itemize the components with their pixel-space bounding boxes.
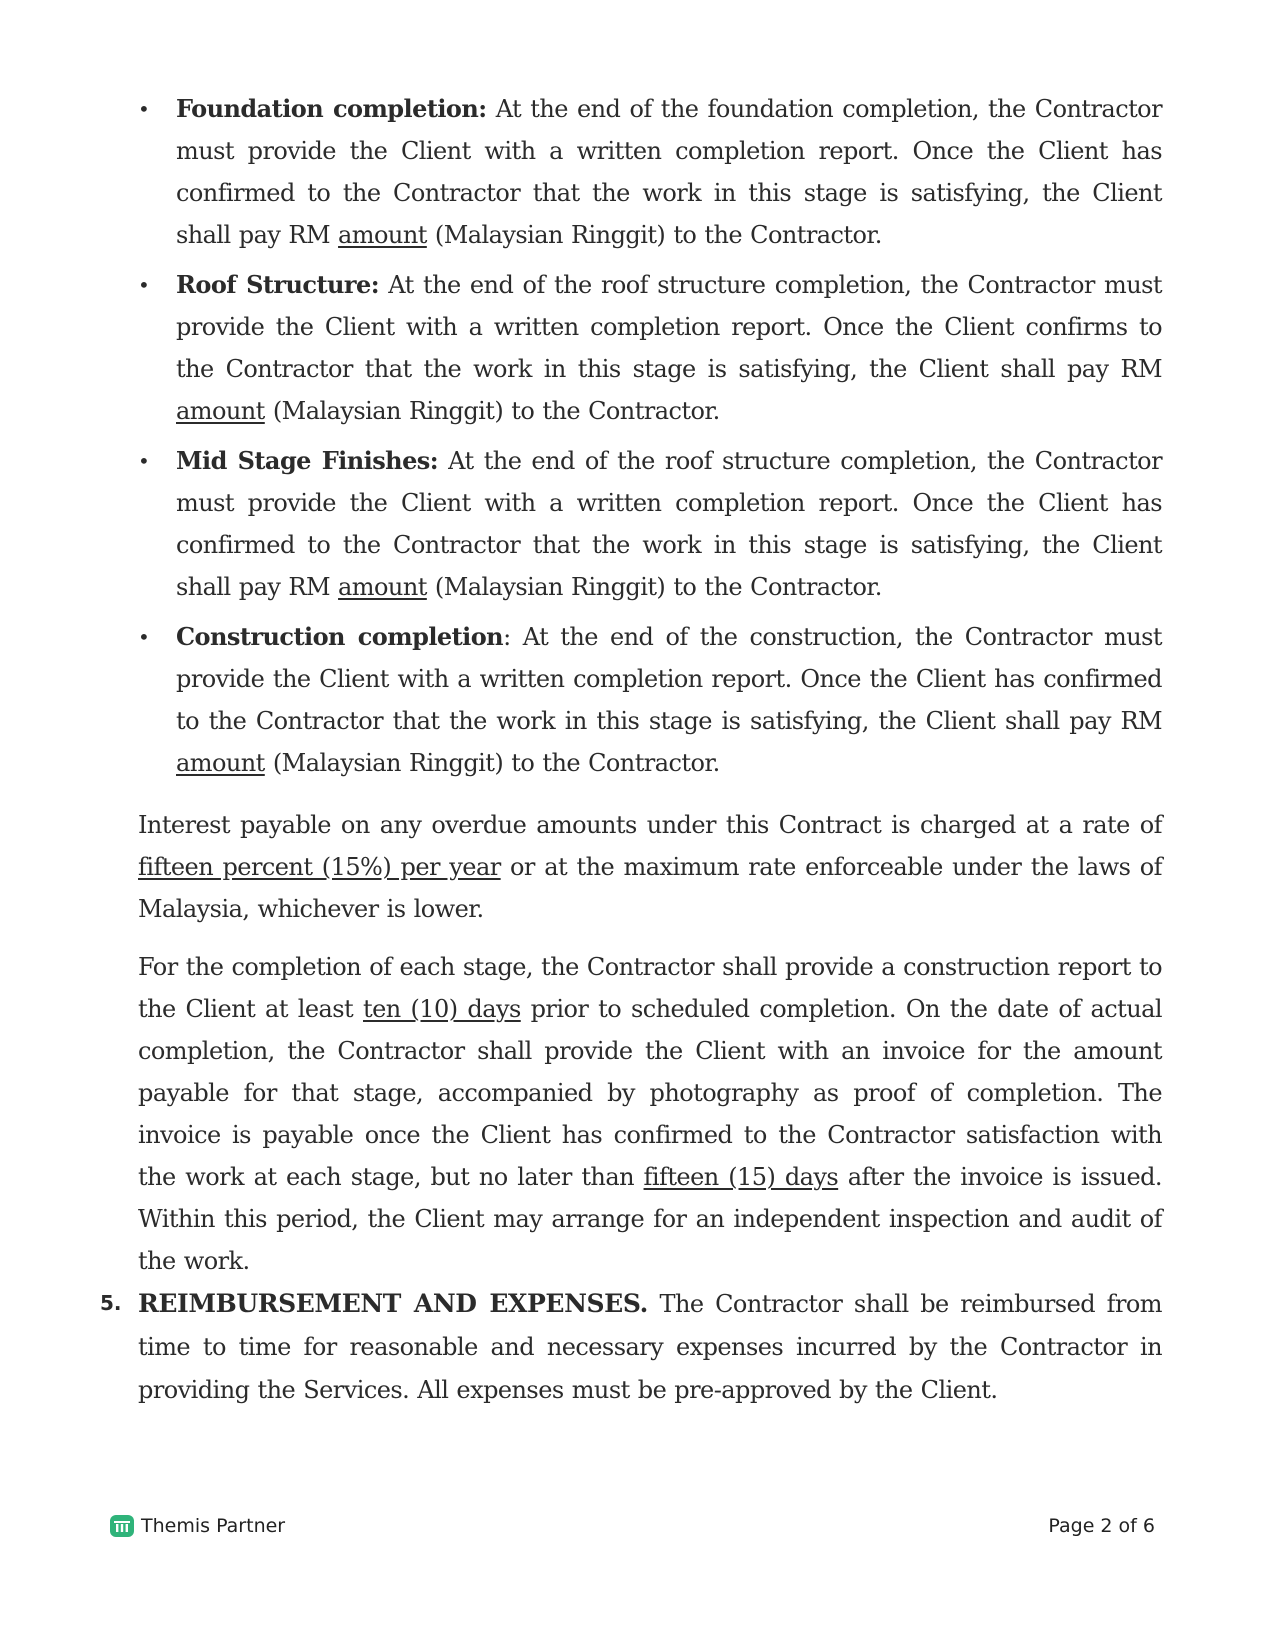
stage-text: (Malaysian Ringgit) to the Contractor. bbox=[264, 749, 720, 777]
paragraph-text: or at the maximum rate enforceable under the laws of Malaysia, whichever is lower. bbox=[138, 853, 1163, 923]
list-item bbox=[138, 440, 1162, 608]
section-number: 5. bbox=[100, 1291, 122, 1315]
stage-text: At the end of the roof structure completion, the Contractor must provide the Client with a written completion report. Once the Client has confirmed to the Contractor that the work in this stage is satisfying, the Client shall pay RM bbox=[176, 447, 1162, 601]
section-reimbursement bbox=[100, 1282, 1162, 1412]
stage-text: (Malaysian Ringgit) to the Contractor. bbox=[426, 573, 882, 601]
stage-term: Mid Stage Finishes: bbox=[176, 446, 439, 475]
stage-term: Roof Structure: bbox=[176, 270, 380, 299]
completion-paragraph bbox=[138, 946, 1162, 1282]
amount-placeholder: amount bbox=[176, 397, 265, 425]
page-number: Page 2 of 6 bbox=[1048, 1515, 1155, 1537]
payment-stages-list bbox=[138, 88, 1162, 792]
payment-period: fifteen (15) days bbox=[643, 1163, 839, 1191]
interest-rate: fifteen percent (15%) per year bbox=[138, 853, 501, 881]
notice-period: ten (10) days bbox=[363, 995, 521, 1023]
stage-term: Foundation completion: bbox=[176, 94, 487, 123]
brand-name: Themis Partner bbox=[141, 1515, 286, 1537]
list-item bbox=[138, 264, 1162, 432]
paragraph-text: For the completion of each stage, the Contractor shall provide a construction report to the Client at least bbox=[138, 953, 1162, 1023]
section-title: REIMBURSEMENT AND EXPENSES. bbox=[138, 1289, 648, 1318]
paragraph-text: Interest payable on any overdue amounts under this Contract is charged at a rate of bbox=[138, 811, 1162, 839]
amount-placeholder: amount bbox=[176, 749, 265, 777]
section-text: The Contractor shall be reimbursed from time to time for reasonable and necessary expenses incurred by the Contractor in providing the Services. All expenses must be pre-approved by the Client. bbox=[138, 1290, 1162, 1404]
paragraph-text: prior to scheduled completion. On the date of actual completion, the Contractor shall provide the Client with an invoice for the amount payable for that stage, accompanied by photography as proof of completion. The invoice is payable once the Client has confirmed to the Contractor satisfaction with the work at each stage, but no later than bbox=[138, 995, 1162, 1191]
list-item bbox=[138, 616, 1162, 784]
amount-placeholder: amount bbox=[338, 573, 427, 601]
amount-placeholder: amount bbox=[338, 221, 427, 249]
bullet-icon: • bbox=[138, 97, 150, 121]
paragraph-text: after the invoice is issued. Within this period, the Client may arrange for an independent inspection and audit of the work. bbox=[138, 1163, 1162, 1275]
page-footer bbox=[110, 1515, 1155, 1545]
stage-text: : At the end of the construction, the Contractor must provide the Client with a written completion report. Once the Client has confirmed to the Contractor that the work in this stage is satisfying, the Client shall pay RM bbox=[176, 623, 1162, 735]
stage-text: (Malaysian Ringgit) to the Contractor. bbox=[426, 221, 882, 249]
interest-paragraph bbox=[138, 804, 1162, 930]
stage-text: At the end of the roof structure completion, the Contractor must provide the Client with a written completion report. Once the Client confirms to the Contractor that the work in this stage is satisfying, the Client shall pay RM bbox=[176, 271, 1163, 383]
bullet-icon: • bbox=[138, 625, 150, 649]
stage-term: Construction completion bbox=[176, 622, 504, 651]
bullet-icon: • bbox=[138, 273, 150, 297]
themis-pillar-logo-icon bbox=[110, 1515, 134, 1537]
bullet-icon: • bbox=[138, 449, 150, 473]
stage-text: (Malaysian Ringgit) to the Contractor. bbox=[264, 397, 720, 425]
section-body bbox=[138, 1282, 1162, 1412]
footer-brand bbox=[110, 1515, 285, 1537]
list-item bbox=[138, 88, 1162, 256]
stage-text: At the end of the foundation completion, the Contractor must provide the Client with a written completion report. Once the Client has confirmed to the Contractor that the work in this stage is satisfying, the Client shall pay RM bbox=[176, 95, 1163, 249]
